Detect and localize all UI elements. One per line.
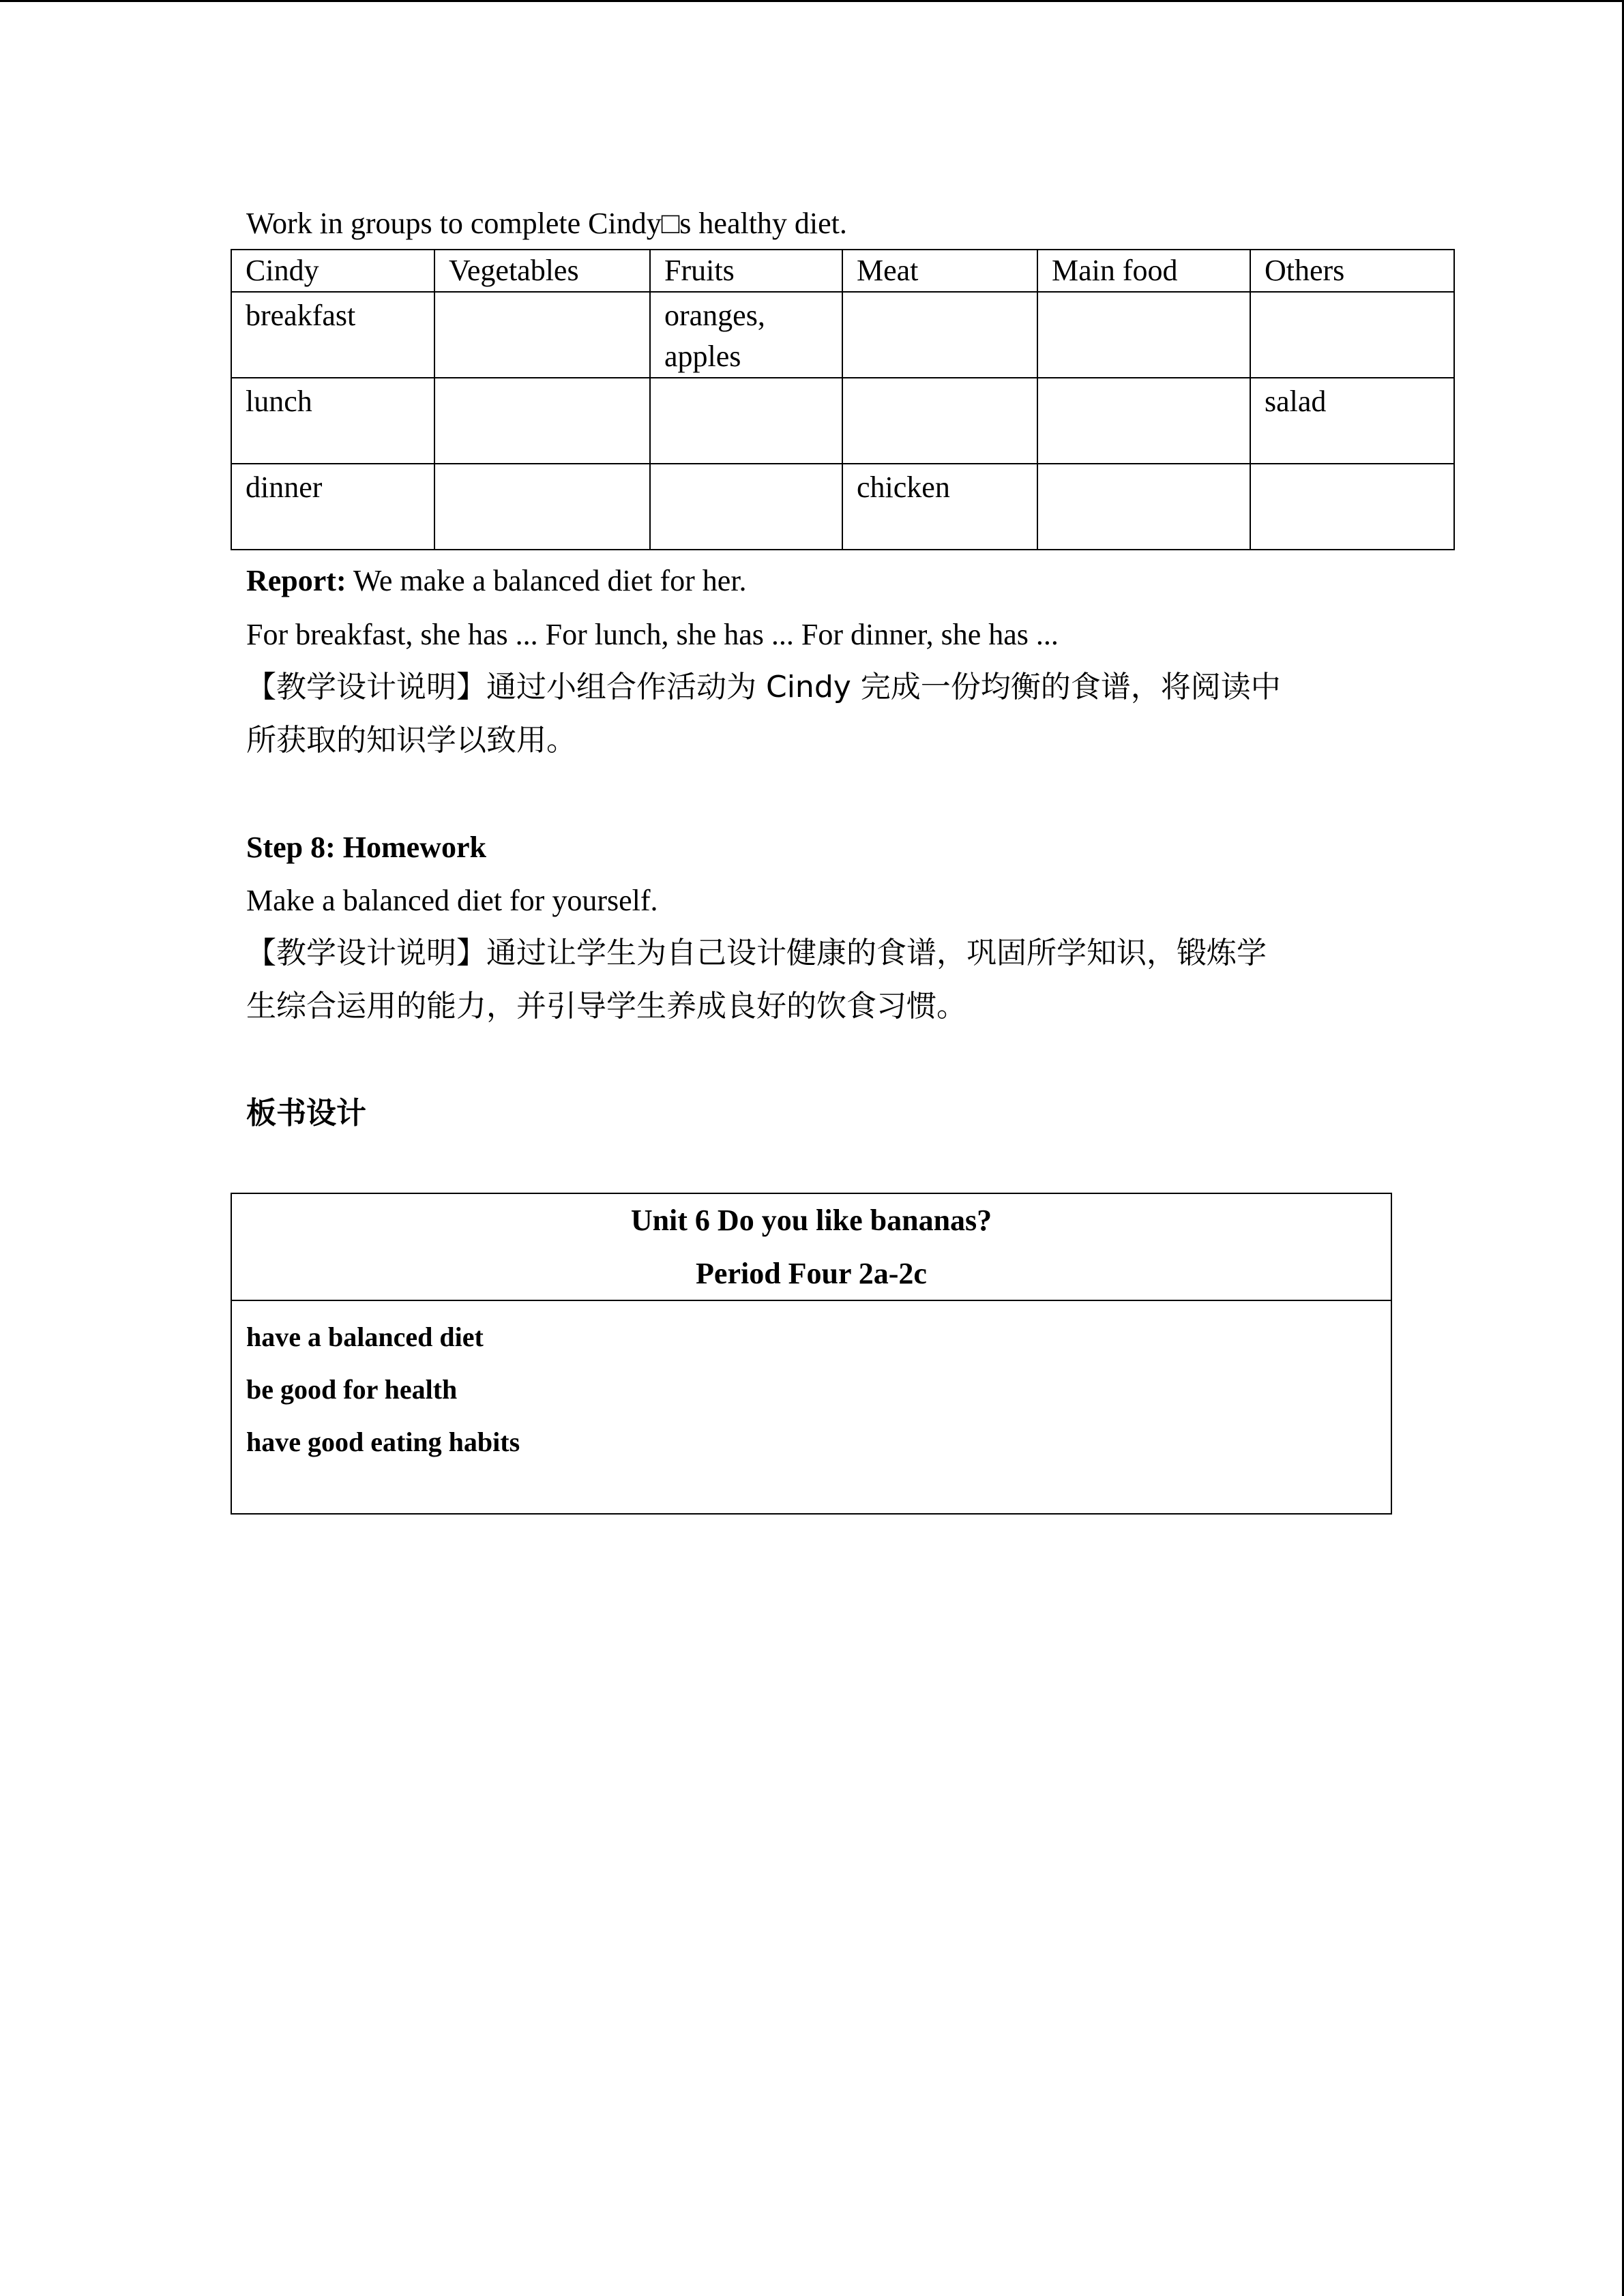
- board-item: have good eating habits: [246, 1427, 520, 1457]
- table-cell: salad: [1250, 378, 1454, 464]
- report-line: [246, 562, 747, 600]
- report-text: We make a balanced diet for her.: [346, 564, 747, 597]
- table-cell: [842, 292, 1037, 378]
- board-item: be good for health: [246, 1374, 458, 1405]
- design-note-1-line-1: 【教学设计说明】通过小组合作活动为 Cindy 完成一份均衡的食谱，将阅读中: [246, 670, 1281, 704]
- table-cell: [842, 378, 1037, 464]
- table-cell: [1250, 464, 1454, 550]
- table-cell: breakfast: [231, 292, 434, 378]
- table-cell: dinner: [231, 464, 434, 550]
- table-header-cell: Vegetables: [434, 250, 650, 292]
- table-cell: [650, 464, 842, 550]
- board-design-box: [231, 1193, 1392, 1515]
- report-line-2: For breakfast, she has ... For lunch, she has ... For dinner, she has ...: [246, 618, 1059, 651]
- table-header-cell: Meat: [842, 250, 1037, 292]
- design-note-2-line-1: 【教学设计说明】通过让学生为自己设计健康的食谱，巩固所学知识，锻炼学: [246, 936, 1267, 970]
- table-cell: [1037, 292, 1250, 378]
- board-subtitle: Period Four 2a-2c: [696, 1257, 927, 1290]
- table-cell: [434, 378, 650, 464]
- board-title: Unit 6 Do you like bananas?: [630, 1204, 992, 1237]
- step8-title: Step 8: Homework: [246, 831, 486, 864]
- table-cell: [1037, 464, 1250, 550]
- table-cell: lunch: [231, 378, 434, 464]
- table-header-cell: Cindy: [231, 250, 434, 292]
- table-cell: oranges, apples: [650, 292, 842, 378]
- board-header: [232, 1194, 1391, 1301]
- board-item: have a balanced diet: [246, 1322, 484, 1352]
- table-row: [231, 464, 1454, 550]
- step8-text: Make a balanced diet for yourself.: [246, 884, 658, 917]
- table-header-row: [231, 250, 1454, 292]
- table-cell: [1037, 378, 1250, 464]
- design-note-2-line-2: 生综合运用的能力，并引导学生养成良好的饮食习惯。: [246, 989, 966, 1024]
- board-body: [232, 1301, 1391, 1468]
- board-heading: 板书设计: [246, 1096, 366, 1131]
- table-cell: [1250, 292, 1454, 378]
- intro-text: Work in groups to complete Cindy□s healthy diet.: [246, 207, 847, 240]
- design-note-1-line-2: 所获取的知识学以致用。: [246, 723, 576, 758]
- table-cell: [434, 292, 650, 378]
- report-label: Report:: [246, 564, 346, 597]
- table-header-cell: Fruits: [650, 250, 842, 292]
- table-row: [231, 378, 1454, 464]
- table-row: [231, 292, 1454, 378]
- table-cell: chicken: [842, 464, 1037, 550]
- table-cell: [434, 464, 650, 550]
- page-edge-top: [0, 0, 1624, 2]
- table-header-cell: Main food: [1037, 250, 1250, 292]
- table-header-cell: Others: [1250, 250, 1454, 292]
- table-cell: [650, 378, 842, 464]
- diet-table: [231, 249, 1455, 550]
